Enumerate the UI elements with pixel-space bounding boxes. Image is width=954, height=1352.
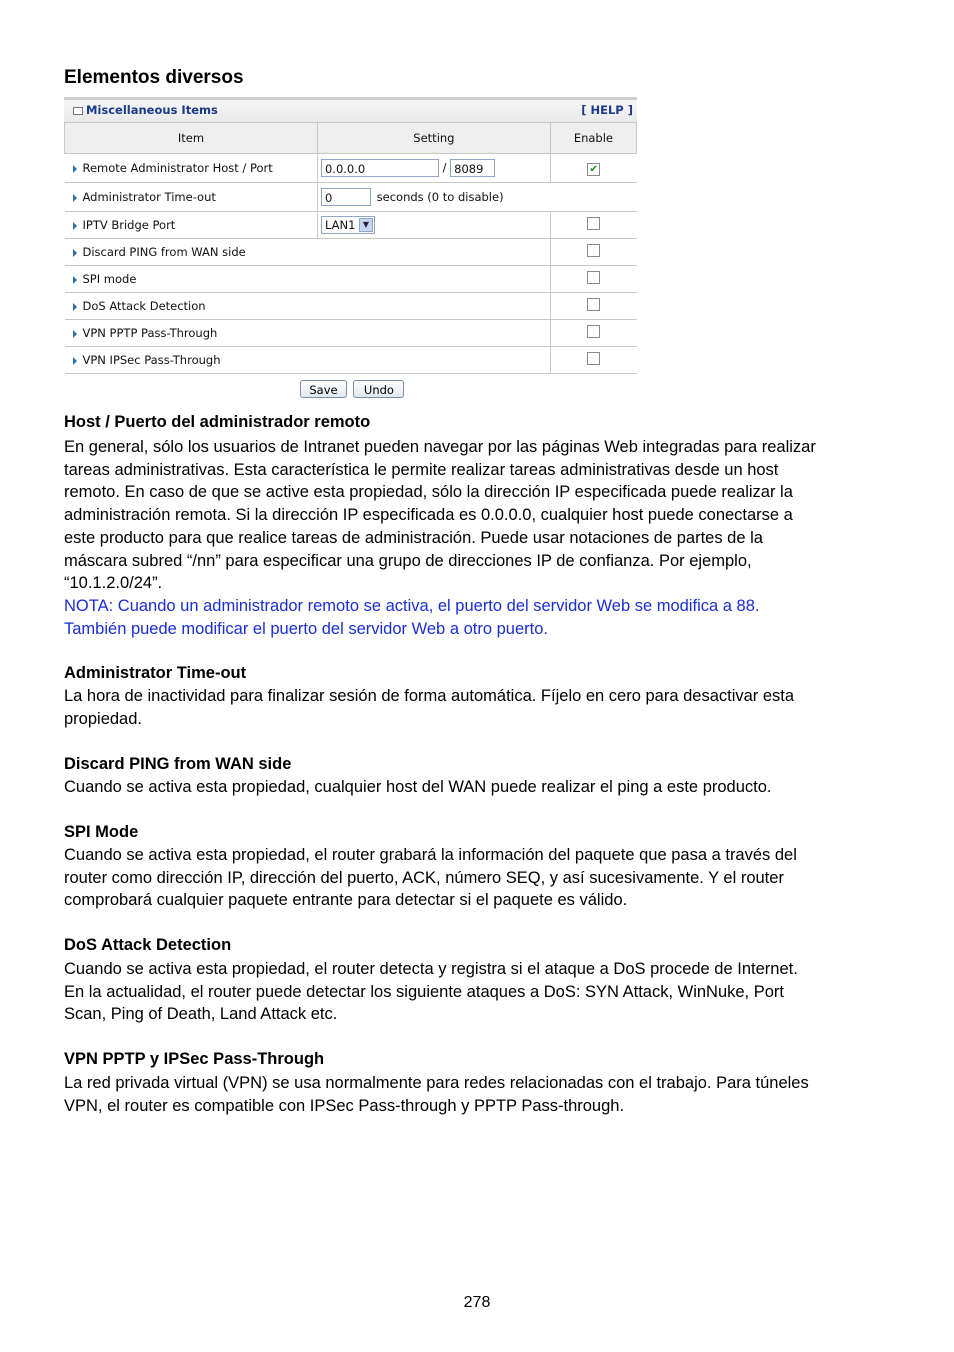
- arrow-icon: [73, 330, 77, 338]
- text-line: comprobará cualquier paquete entrante para detectar si el paquete es válido.: [64, 891, 628, 910]
- iptv-port-select[interactable]: [321, 216, 375, 234]
- section-heading-vpn: VPN PPTP y IPSec Pass-Through: [64, 1050, 325, 1068]
- table-row: [65, 347, 637, 374]
- header-enable: Enable: [550, 123, 636, 154]
- undo-button[interactable]: Undo: [353, 380, 404, 398]
- section-body-timeout: [64, 685, 894, 730]
- row-label: IPTV Bridge Port: [82, 218, 176, 232]
- misc-items-panel: [64, 97, 637, 374]
- text-line: Scan, Ping of Death, Land Attack etc.: [64, 1005, 338, 1024]
- text-line: router como dirección IP, dirección del puerto, ACK, número SEQ, y así sucesivamente. Y el router: [64, 868, 784, 887]
- note-line: También puede modificar el puerto del servidor Web a otro puerto.: [64, 619, 548, 638]
- discard-ping-checkbox[interactable]: [587, 244, 600, 257]
- table-row: [65, 183, 637, 212]
- text-line: remoto. En caso de que se active esta propiedad, sólo la dirección IP especificada puede realizar la: [64, 483, 793, 502]
- chevron-down-icon[interactable]: ▼: [359, 218, 373, 232]
- timeout-input[interactable]: 0: [321, 188, 371, 206]
- table-row: [65, 293, 637, 320]
- row-label: VPN IPSec Pass-Through: [82, 353, 221, 367]
- table-row: [65, 266, 637, 293]
- section-body-ping: [64, 776, 894, 799]
- remote-host-input[interactable]: 0.0.0.0: [321, 159, 439, 177]
- row-label: SPI mode: [82, 272, 137, 286]
- arrow-icon: [73, 165, 77, 173]
- form-buttons: [300, 380, 404, 398]
- section-body-host: [64, 436, 894, 640]
- table-row: [65, 212, 637, 239]
- arrow-icon: [73, 357, 77, 365]
- section-heading-timeout: Administrator Time-out: [64, 664, 247, 682]
- section-heading-dos: DoS Attack Detection: [64, 936, 232, 954]
- remote-port-input[interactable]: 8089: [450, 159, 495, 177]
- row-label: VPN PPTP Pass-Through: [82, 326, 218, 340]
- pptp-checkbox[interactable]: [587, 325, 600, 338]
- section-heading-spi: SPI Mode: [64, 823, 139, 841]
- text-line: Cuando se activa esta propiedad, cualquier host del WAN puede realizar el ping a este producto.: [64, 778, 772, 796]
- ipsec-checkbox[interactable]: [587, 352, 600, 365]
- table-row: [65, 239, 637, 266]
- text-line: “10.1.2.0/24”.: [64, 574, 163, 593]
- text-line: propiedad.: [64, 709, 142, 728]
- section-body-vpn: [64, 1072, 894, 1117]
- arrow-icon: [73, 249, 77, 257]
- section-body-dos: [64, 958, 894, 1026]
- table-row: [65, 320, 637, 347]
- note-line: NOTA: Cuando un administrador remoto se activa, el puerto del servidor Web se modifica a 88.: [64, 596, 760, 615]
- iptv-checkbox[interactable]: [587, 217, 600, 230]
- arrow-icon: [73, 194, 77, 202]
- header-item: Item: [65, 123, 318, 154]
- page-title: Elementos diversos: [64, 67, 244, 88]
- header-setting: Setting: [317, 123, 550, 154]
- section-heading-host: Host / Puerto del administrador remoto: [64, 413, 371, 431]
- panel-title: Miscellaneous Items: [86, 103, 218, 117]
- dos-checkbox[interactable]: [587, 298, 600, 311]
- text-line: Cuando se activa esta propiedad, el router grabará la información del paquete que pasa a través del: [64, 846, 797, 864]
- spi-checkbox[interactable]: [587, 271, 600, 284]
- text-line: máscara subred “/nn” para especificar una grupo de direcciones IP de confianza. Por ejemplo,: [64, 551, 752, 570]
- panel-header: [64, 97, 637, 122]
- text-line: VPN, el router es compatible con IPSec Pass-through y PPTP Pass-through.: [64, 1096, 625, 1115]
- text-line: administración remota. Si la dirección IP especificada es 0.0.0.0, cualquier host puede conectarse a: [64, 506, 793, 525]
- timeout-hint: seconds (0 to disable): [376, 189, 504, 204]
- save-button[interactable]: Save: [300, 380, 347, 398]
- text-line: La red privada virtual (VPN) se usa normalmente para redes relacionadas con el trabajo. Para túneles: [64, 1074, 809, 1092]
- page-number: 278: [463, 1294, 491, 1311]
- text-line: La hora de inactividad para finalizar sesión de forma automática. Fíjelo en cero para desactivar esta: [64, 687, 795, 705]
- section-body-spi: [64, 844, 894, 912]
- arrow-icon: [73, 276, 77, 284]
- row-label: Administrator Time-out: [82, 190, 216, 204]
- panel-box-icon: [73, 107, 83, 115]
- misc-items-table: [64, 122, 637, 374]
- host-port-separator: /: [442, 160, 447, 175]
- text-line: tareas administrativas. Esta característica le permite realizar tareas administrativas desde un host: [64, 460, 779, 479]
- section-heading-ping: Discard PING from WAN side: [64, 755, 292, 773]
- text-line: este producto para que realice tareas de administración. Puede usar notaciones de partes de la: [64, 528, 763, 547]
- help-link[interactable]: [ HELP ]: [581, 103, 633, 117]
- table-row: [65, 154, 637, 183]
- text-line: En general, sólo los usuarios de Intranet pueden navegar por las páginas Web integradas para realizar: [64, 438, 816, 456]
- row-label: Remote Administrator Host / Port: [82, 161, 273, 175]
- remote-admin-checkbox[interactable]: ✔: [587, 163, 600, 176]
- text-line: En la actualidad, el router puede detectar los siguiente ataques a DoS: SYN Attack, WinNuke, Port: [64, 982, 784, 1001]
- text-line: Cuando se activa esta propiedad, el router detecta y registra si el ataque a DoS procede de Internet.: [64, 960, 798, 978]
- row-label: DoS Attack Detection: [82, 299, 206, 313]
- row-label: Discard PING from WAN side: [82, 245, 246, 259]
- iptv-port-value: LAN1: [324, 218, 356, 232]
- arrow-icon: [73, 303, 77, 311]
- arrow-icon: [73, 222, 77, 230]
